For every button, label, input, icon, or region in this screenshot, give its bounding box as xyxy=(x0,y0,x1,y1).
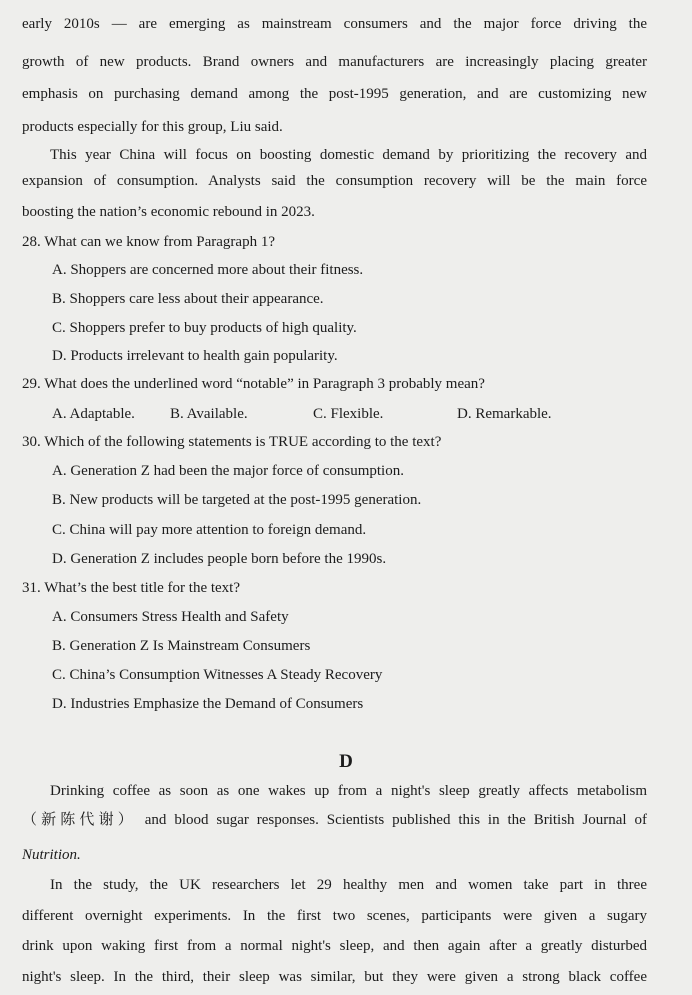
question-29-options xyxy=(52,404,652,424)
question-28-option-a: A. Shoppers are concerned more about their fitness. xyxy=(52,262,364,278)
question-29-option-d: D. Remarkable. xyxy=(457,406,552,422)
question-number: 29. xyxy=(22,376,41,392)
section-heading-d: D xyxy=(339,751,353,772)
question-29-option-c: C. Flexible. xyxy=(313,406,384,422)
section-d-para1-line-2: （新陈代谢） and blood sugar responses. Scientists published this in the British Journal of xyxy=(22,812,647,828)
question-28 xyxy=(22,232,275,252)
section-d-para2-line-2: different overnight experiments. In the first two scenes, participants were given a sugary xyxy=(22,908,647,924)
question-number: 30. xyxy=(22,434,41,450)
question-31 xyxy=(22,578,240,598)
section-d-para2-line-4: night's sleep. In the third, their sleep was similar, but they were given a strong black coffee xyxy=(22,969,647,985)
question-stem: Which of the following statements is TRUE according to the text? xyxy=(44,434,442,450)
question-30 xyxy=(22,432,441,452)
question-31-option-b: B. Generation Z Is Mainstream Consumers xyxy=(52,638,311,654)
question-30-option-a: A. Generation Z had been the major force of consumption. xyxy=(52,463,404,479)
passage-c-line-2: growth of new products. Brand owners and manufacturers are increasingly placing greater xyxy=(22,54,647,70)
question-29 xyxy=(22,374,485,394)
question-stem: What can we know from Paragraph 1? xyxy=(44,234,275,250)
passage-c-line-1: early 2010s — are emerging as mainstream consumers and the major force driving the xyxy=(22,16,647,32)
question-stem: What does the underlined word “notable” in Paragraph 3 probably mean? xyxy=(44,376,485,392)
passage-c-line-3: emphasis on purchasing demand among the post-1995 generation, and are customizing new xyxy=(22,86,647,102)
section-d-para1-line-1: Drinking coffee as soon as one wakes up from a night's sleep greatly affects metabolism xyxy=(50,783,647,799)
passage-c-para2-line-1: This year China will focus on boosting domestic demand by prioritizing the recovery and xyxy=(50,147,647,163)
question-number: 28. xyxy=(22,234,41,250)
passage-c-para2-line-3: boosting the nation’s economic rebound in 2023. xyxy=(22,204,315,220)
question-28-option-c: C. Shoppers prefer to buy products of high quality. xyxy=(52,320,357,336)
section-d-para2-line-3: drink upon waking first from a normal night's sleep, and then again after a greatly disturbed xyxy=(22,938,647,954)
question-29-option-b: B. Available. xyxy=(170,406,248,422)
question-30-option-c: C. China will pay more attention to foreign demand. xyxy=(52,522,367,538)
passage-c-line-4: products especially for this group, Liu said. xyxy=(22,119,283,135)
question-31-option-c: C. China’s Consumption Witnesses A Steady Recovery xyxy=(52,667,383,683)
question-30-option-d: D. Generation Z includes people born before the 1990s. xyxy=(52,551,387,567)
question-stem: What’s the best title for the text? xyxy=(44,580,241,596)
question-28-option-b: B. Shoppers care less about their appearance. xyxy=(52,291,324,307)
question-31-option-d: D. Industries Emphasize the Demand of Consumers xyxy=(52,696,364,712)
question-number: 31. xyxy=(22,580,41,596)
section-d-para1-line-3: Nutrition. xyxy=(22,847,81,863)
passage-c-para2-line-2: expansion of consumption. Analysts said the consumption recovery will be the main force xyxy=(22,173,647,189)
question-28-option-d: D. Products irrelevant to health gain popularity. xyxy=(52,348,338,364)
section-d-para2-line-1: In the study, the UK researchers let 29 healthy men and women take part in three xyxy=(50,877,647,893)
question-31-option-a: A. Consumers Stress Health and Safety xyxy=(52,609,289,625)
question-30-option-b: B. New products will be targeted at the post-1995 generation. xyxy=(52,492,422,508)
question-29-option-a: A. Adaptable. xyxy=(52,406,135,422)
